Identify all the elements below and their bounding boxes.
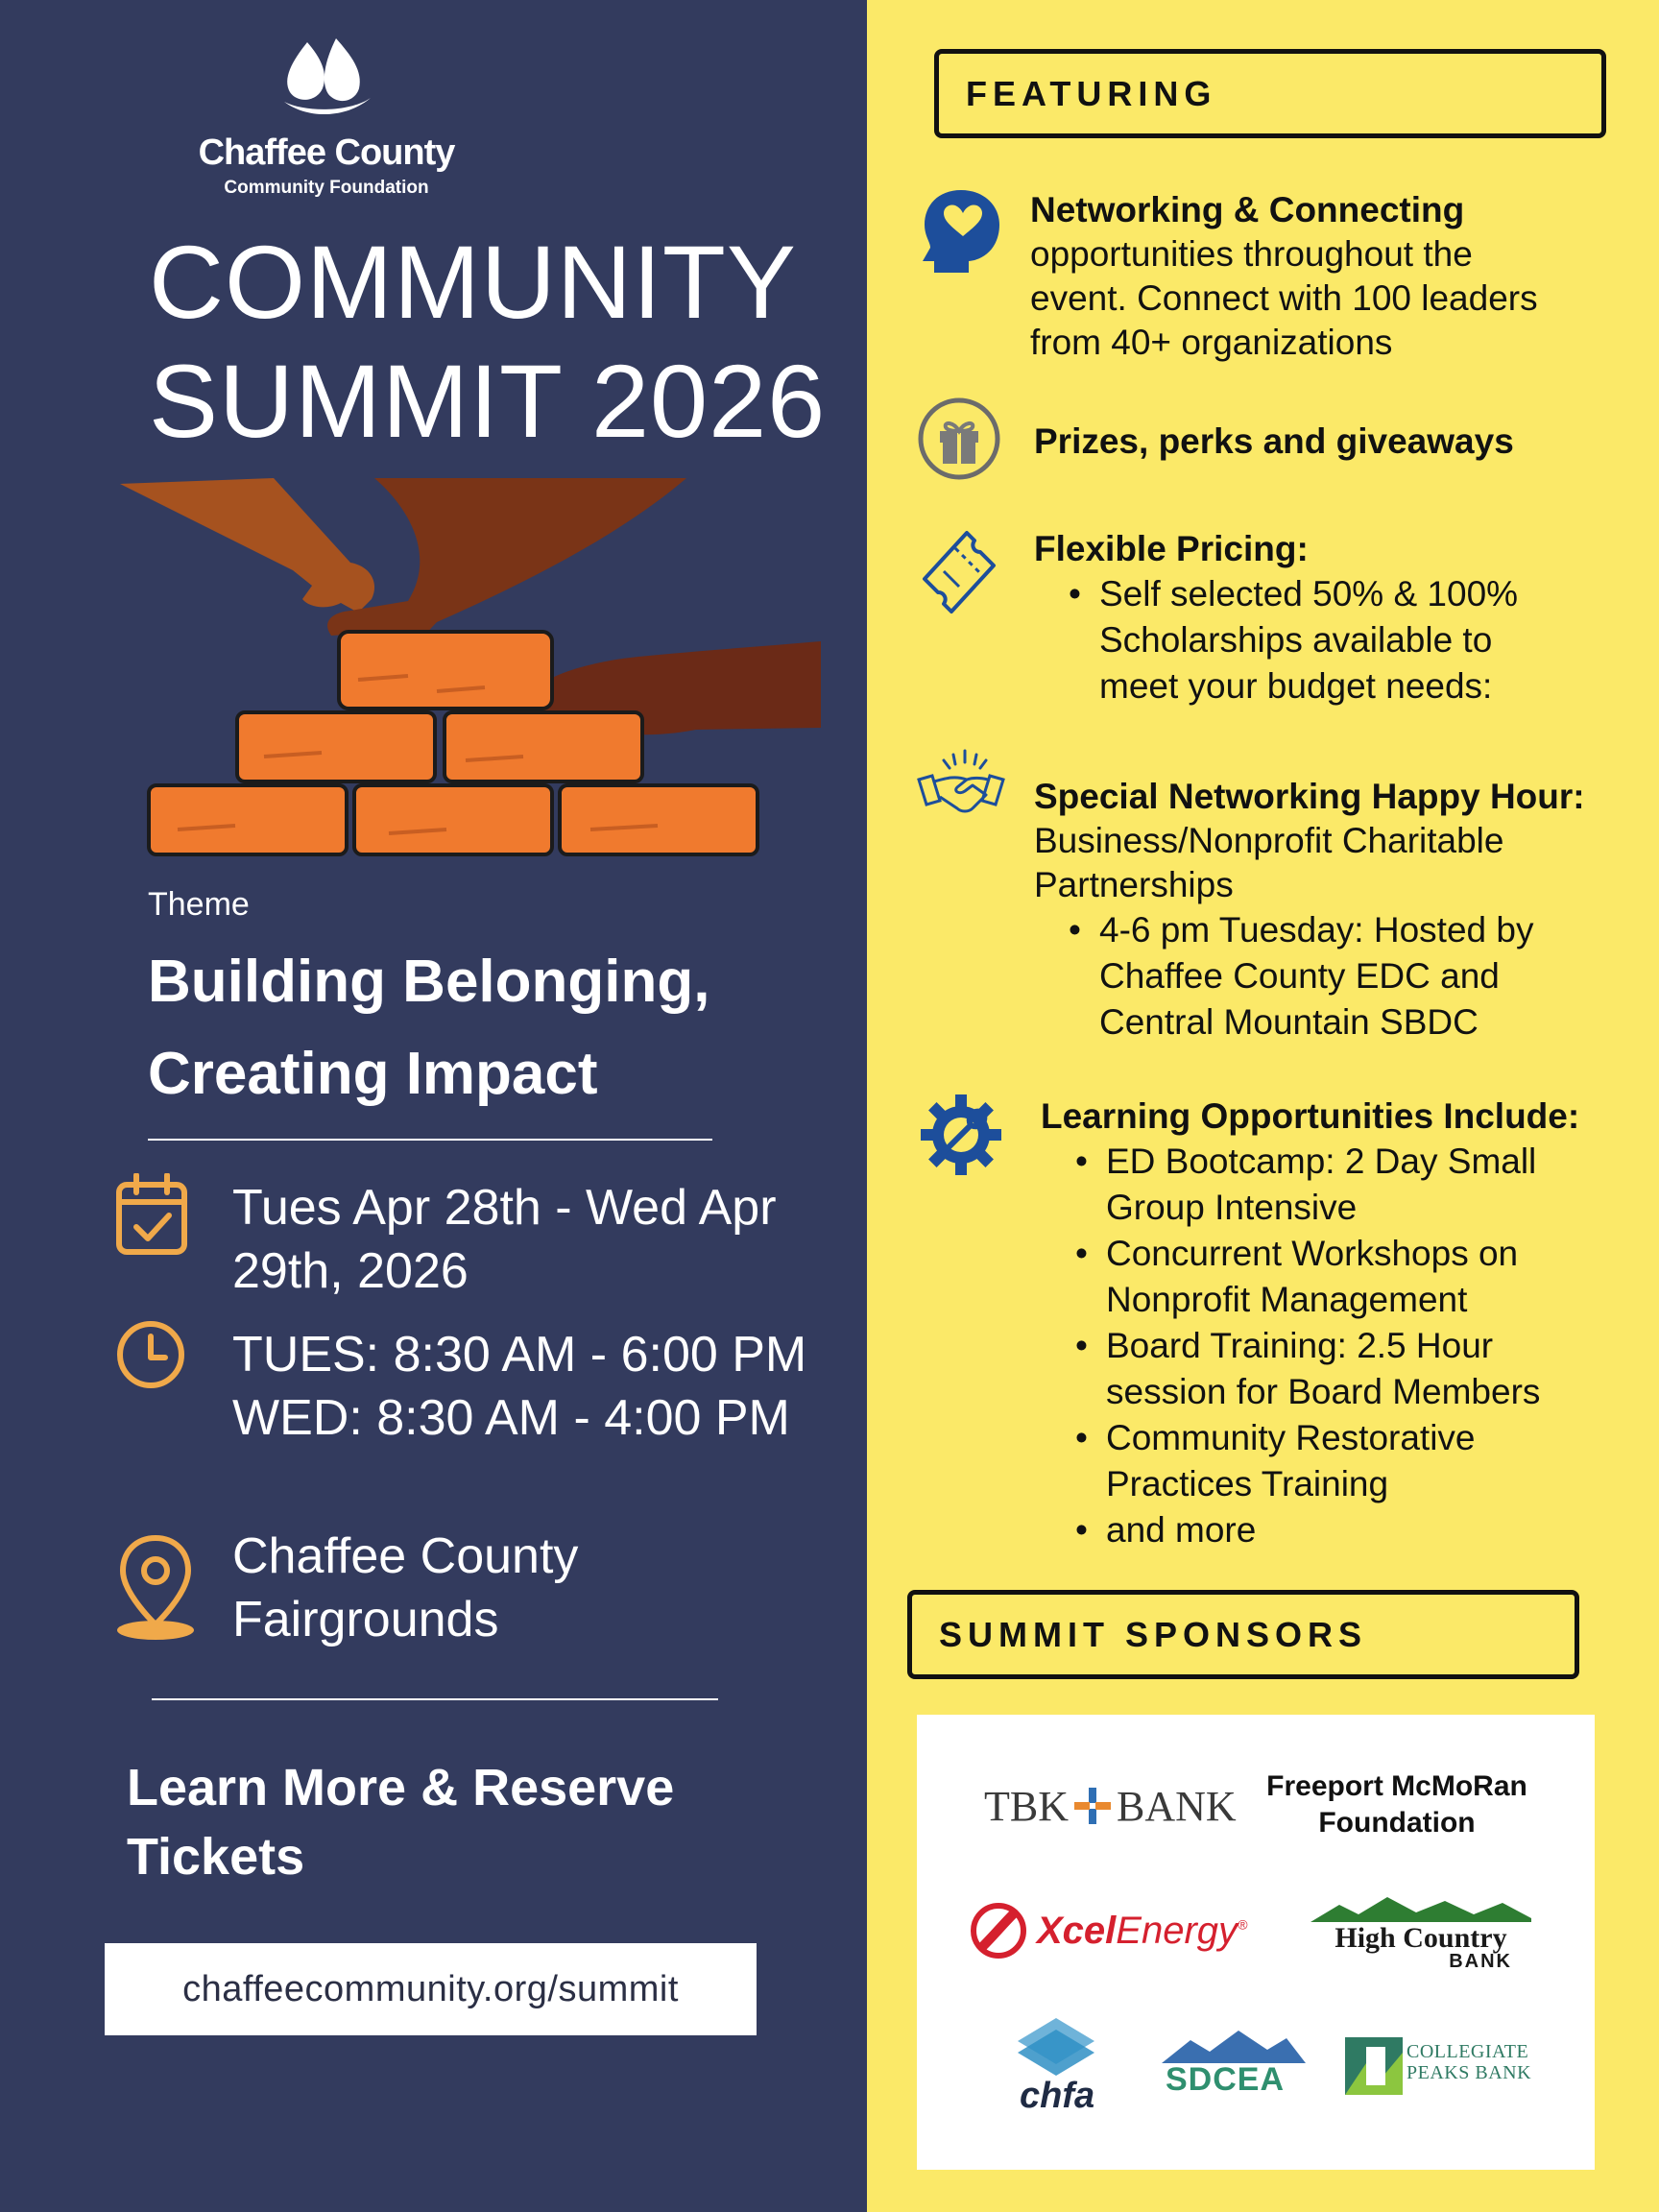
sponsors-heading: SUMMIT SPONSORS — [907, 1590, 1579, 1679]
feature-heading: Prizes, perks and giveaways — [1034, 421, 1514, 461]
cross-icon — [1072, 1786, 1113, 1826]
mountains-icon — [1310, 1893, 1531, 1926]
bullet-line: Scholarships available to — [1099, 620, 1493, 660]
summit-url-text: chaffeecommunity.org/summit — [182, 1968, 679, 2009]
cpb-line-1: COLLEGIATE — [1407, 2041, 1529, 2062]
bullet-line: Group Intensive — [1106, 1188, 1358, 1227]
freeport-line-1: Freeport McMoRan — [1266, 1770, 1527, 1802]
bullet-line: • Self selected 50% & 100% — [1099, 574, 1519, 613]
xcel-text — [1037, 1910, 1247, 1953]
tbk-bank-logo — [984, 1772, 1243, 1839]
feature-networking — [1030, 188, 1625, 365]
chfa-layers-icon — [1008, 2012, 1104, 2076]
feature-flexible-pricing — [1034, 527, 1629, 709]
sdcea-mountains-icon — [1162, 2027, 1306, 2065]
theme-text — [148, 936, 820, 1120]
bullet-line: • ED Bootcamp: 2 Day Small — [1106, 1142, 1537, 1181]
cpb-text — [1407, 2041, 1531, 2083]
feature-prizes — [1034, 420, 1629, 464]
featuring-heading: FEATURING — [934, 49, 1606, 138]
divider — [152, 1698, 718, 1700]
location-pin-icon — [115, 1534, 196, 1642]
list-item — [1075, 1507, 1655, 1553]
event-venue — [232, 1525, 847, 1651]
cta-line-1: Learn More & Reserve — [127, 1759, 675, 1816]
feature-line: opportunities throughout the — [1030, 234, 1473, 274]
list-item — [1075, 1139, 1655, 1231]
feature-happy-hour — [1034, 775, 1648, 1046]
chfa-logo — [1008, 2012, 1104, 2118]
venue-line-2: Fairgrounds — [232, 1592, 499, 1647]
xcel-rest-text: Energy — [1116, 1909, 1238, 1952]
gift-icon — [915, 395, 1007, 487]
org-name: Chaffee County — [198, 132, 455, 173]
feature-bullets — [1069, 907, 1648, 1046]
drop-logo-icon — [278, 35, 374, 117]
xcel-energy-logo — [970, 1897, 1258, 1964]
bullet-line: meet your budget needs: — [1099, 666, 1493, 706]
registered-mark: ® — [1238, 1916, 1248, 1933]
summit-url-link[interactable] — [105, 1943, 757, 2035]
bank-text: BANK — [1117, 1782, 1237, 1830]
event-title — [149, 223, 840, 461]
calendar-check-icon — [115, 1173, 188, 1256]
theme-line-1: Building Belonging, — [148, 949, 710, 1015]
head-heart-icon — [915, 184, 1007, 276]
feature-line: from 40+ organizations — [1030, 323, 1393, 362]
title-line-1: COMMUNITY — [149, 224, 797, 340]
list-item — [1069, 907, 1648, 1046]
feature-heading: Learning Opportunities Include: — [1041, 1096, 1580, 1136]
clock-icon — [115, 1319, 186, 1390]
theme-label: Theme — [148, 886, 250, 923]
bullet-line: session for Board Members — [1106, 1372, 1541, 1411]
dates-line-2: 29th, 2026 — [232, 1243, 469, 1299]
freeport-line-2: Foundation — [1318, 1807, 1476, 1839]
gear-wrench-icon — [915, 1089, 1007, 1181]
ticket-icon — [915, 523, 1007, 615]
list-item — [1069, 571, 1629, 709]
cta-heading — [127, 1753, 799, 1891]
bullet-line: Practices Training — [1106, 1464, 1389, 1503]
divider — [148, 1139, 712, 1141]
bullet-line: • Board Training: 2.5 Hour — [1106, 1326, 1494, 1365]
times-line-1: TUES: 8:30 AM - 6:00 PM — [232, 1327, 807, 1382]
feature-line: event. Connect with 100 leaders — [1030, 278, 1538, 318]
xcel-bold-text: Xcel — [1037, 1909, 1117, 1952]
sdcea-text: SDCEA — [1166, 2061, 1286, 2098]
high-country-bank-logo — [1301, 1893, 1531, 1970]
list-item — [1075, 1323, 1655, 1415]
hcb-name: High Country — [1334, 1922, 1507, 1954]
collegiate-peaks-bank-logo — [1345, 2037, 1547, 2104]
xcel-swoosh-icon — [970, 1902, 1027, 1960]
bullet-line: Central Mountain SBDC — [1099, 1002, 1479, 1042]
sponsor-logos — [917, 1715, 1595, 2170]
feature-learning — [1041, 1094, 1655, 1553]
event-dates — [232, 1176, 847, 1303]
bullet-line: Chaffee County EDC and — [1099, 956, 1500, 996]
feature-bullets — [1075, 1139, 1655, 1553]
feature-heading: Special Networking Happy Hour: — [1034, 777, 1585, 816]
bullet-line: • Concurrent Workshops on — [1106, 1234, 1519, 1273]
feature-heading: Networking & Connecting — [1030, 190, 1465, 229]
list-item — [1075, 1415, 1655, 1507]
chfa-text: chfa — [1020, 2076, 1095, 2116]
theme-line-2: Creating Impact — [148, 1041, 598, 1107]
feature-heading: Flexible Pricing: — [1034, 529, 1309, 568]
cpb-mark-icon — [1345, 2037, 1403, 2095]
org-subtitle: Community Foundation — [224, 178, 429, 198]
cpb-line-2: PEAKS BANK — [1407, 2062, 1532, 2083]
bullet-line: • Community Restorative — [1106, 1418, 1476, 1457]
feature-line: Business/Nonprofit Charitable — [1034, 821, 1504, 860]
cta-line-2: Tickets — [127, 1828, 305, 1886]
feature-line: Partnerships — [1034, 865, 1234, 904]
handshake-icon — [915, 737, 1007, 830]
hcb-bank: BANK — [1449, 1951, 1512, 1972]
title-line-2: SUMMIT 2026 — [149, 343, 827, 459]
list-item — [1075, 1231, 1655, 1323]
dates-line-1: Tues Apr 28th - Wed Apr — [232, 1180, 777, 1236]
event-times — [232, 1323, 866, 1450]
venue-line-1: Chaffee County — [232, 1528, 579, 1584]
times-line-2: WED: 8:30 AM - 4:00 PM — [232, 1390, 790, 1446]
hands-bricks-illustration — [120, 478, 821, 862]
sdcea-logo — [1162, 2027, 1306, 2113]
bullet-line: • and more — [1106, 1510, 1257, 1550]
feature-bullets — [1069, 571, 1629, 709]
tbk-text: TBK — [984, 1782, 1069, 1830]
freeport-logo — [1262, 1768, 1531, 1841]
bullet-line: • 4-6 pm Tuesday: Hosted by — [1099, 910, 1534, 950]
right-panel — [867, 0, 1659, 2212]
bullet-line: Nonprofit Management — [1106, 1280, 1468, 1319]
